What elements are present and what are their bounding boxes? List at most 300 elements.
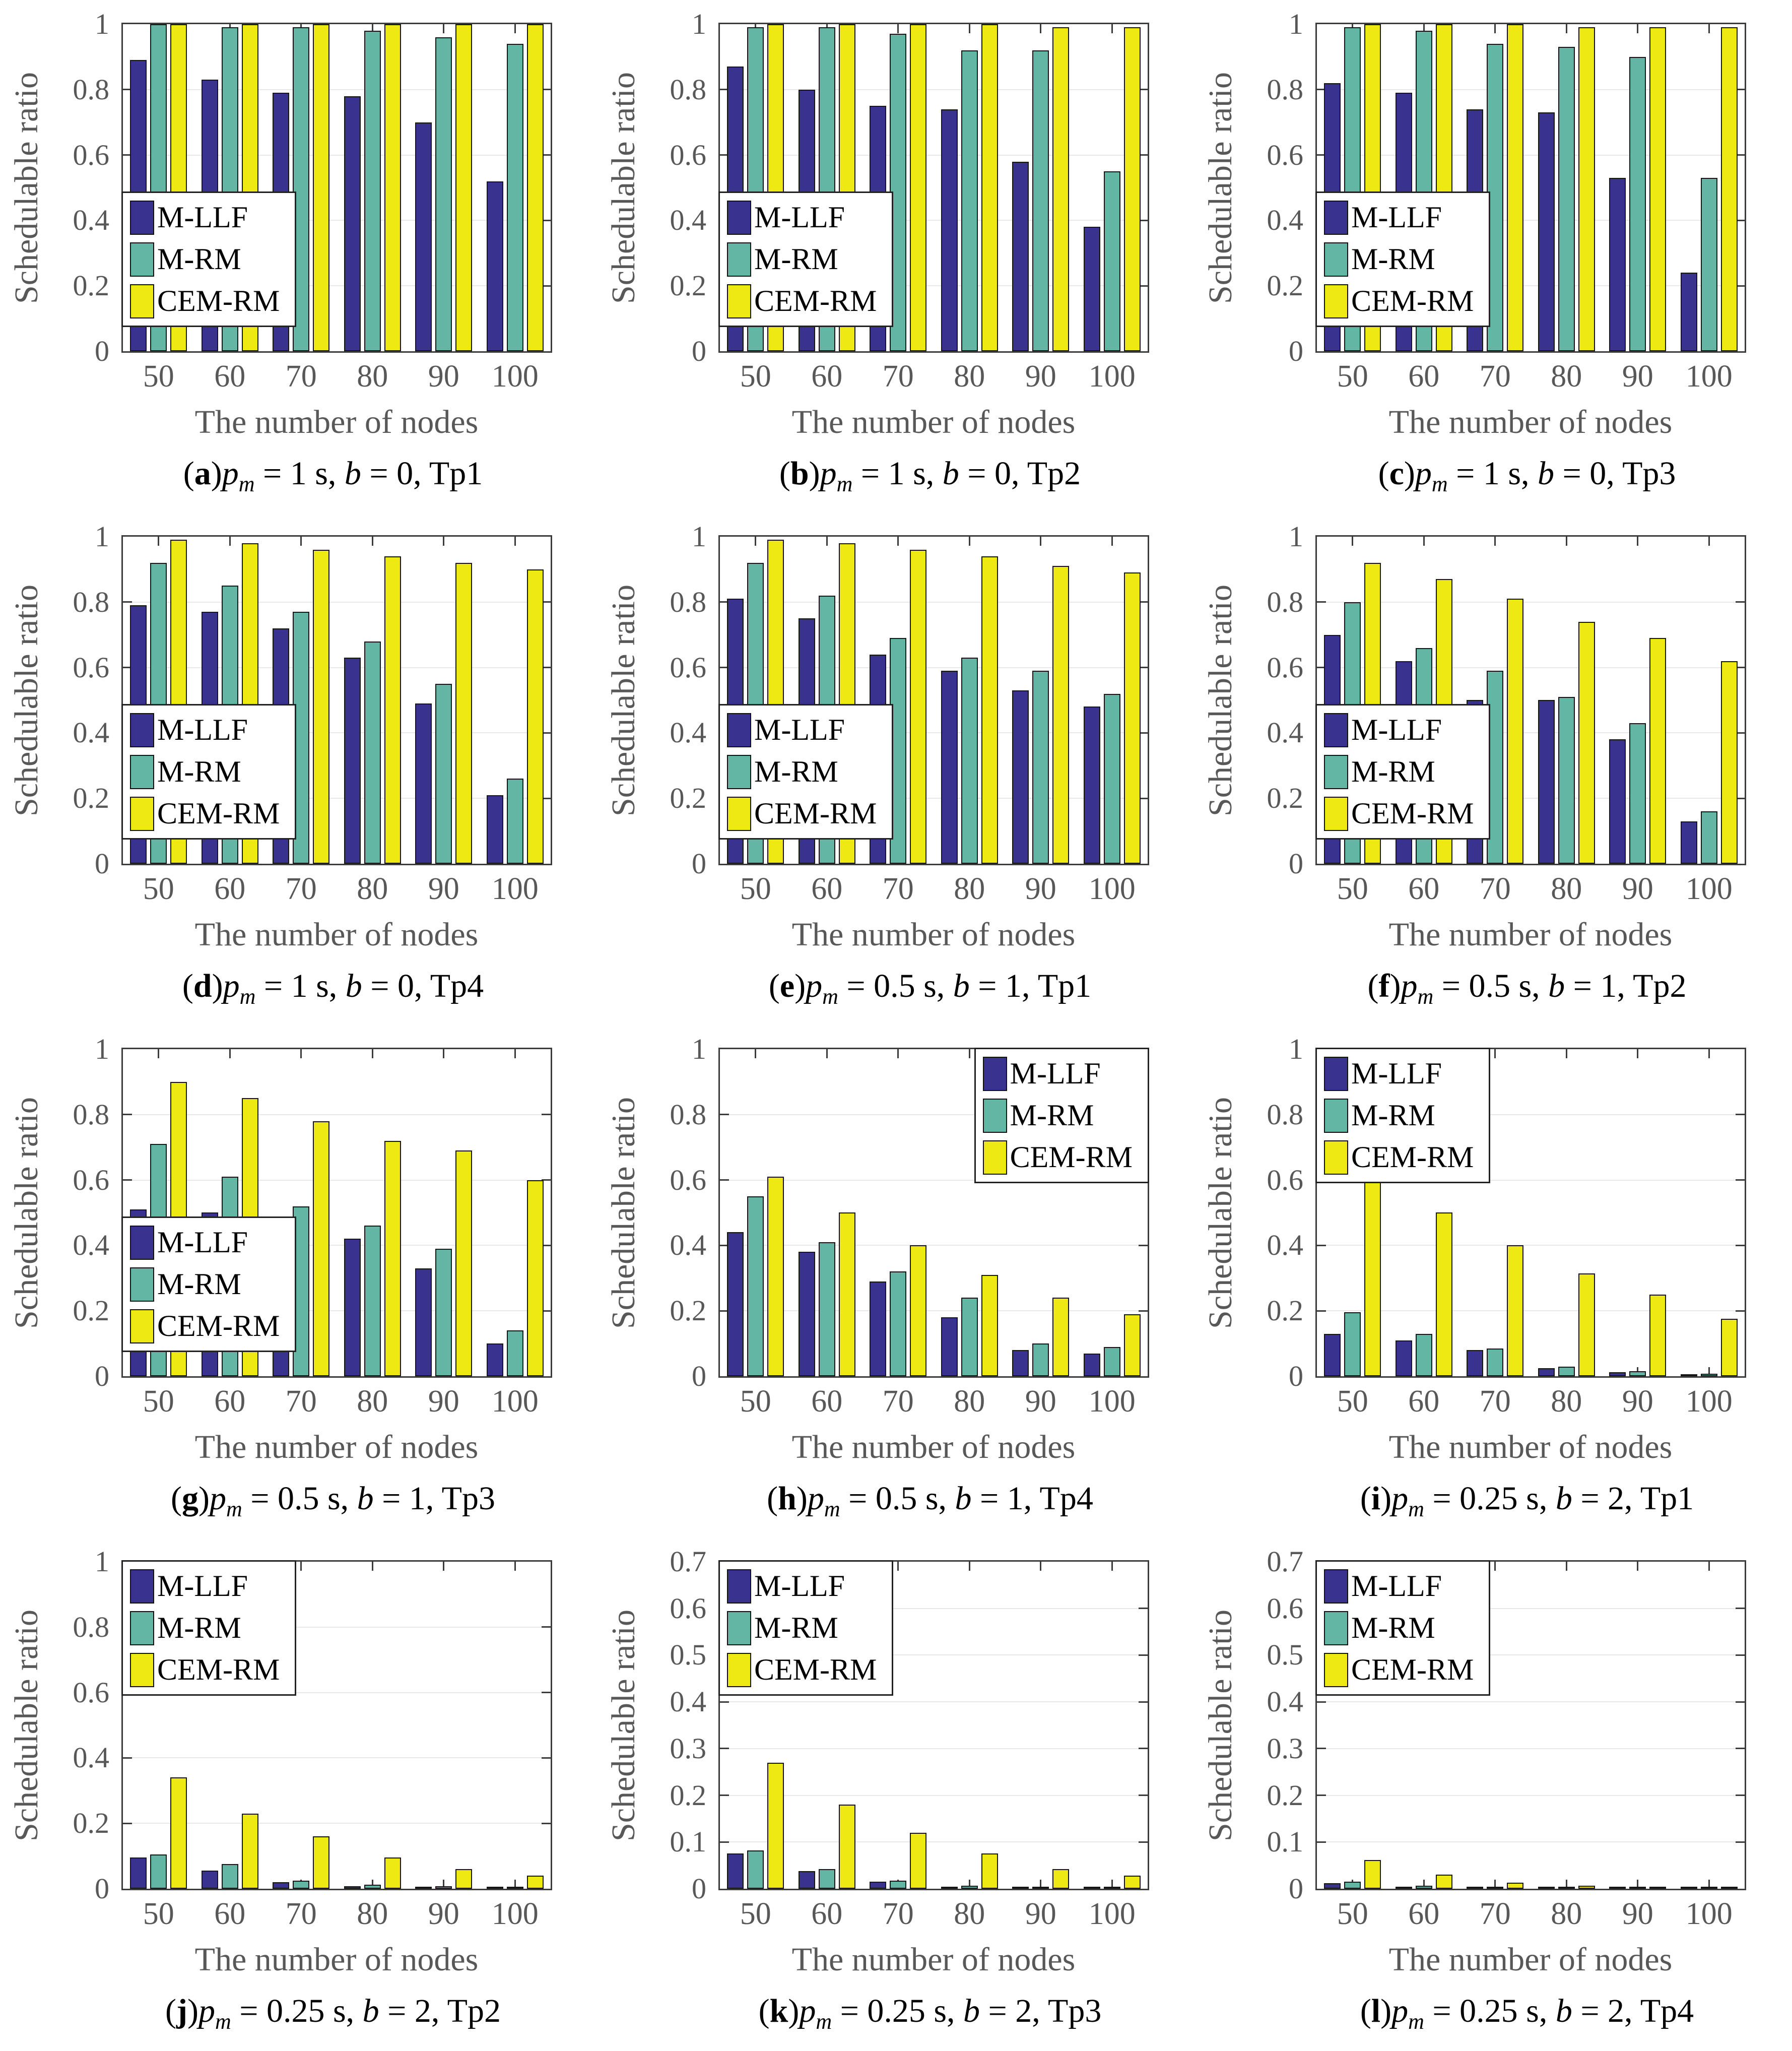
- bar-group-80: [934, 537, 1005, 864]
- caption-tp: Tp3: [1048, 1993, 1102, 2029]
- bar-cem-rm-80: [981, 556, 998, 864]
- legend-item-m-llf: [1324, 713, 1474, 747]
- caption-p-sub: m: [836, 472, 853, 497]
- legend-label: M-RM: [157, 755, 241, 788]
- bar-group-90: [1602, 1562, 1673, 1889]
- legend-item-cem-rm: [130, 284, 280, 318]
- y-axis-label: Schedulable ratio: [605, 1097, 642, 1329]
- legend-item-m-llf: [983, 1056, 1133, 1091]
- bar-cem-rm-80: [384, 24, 401, 351]
- y-tick-label: 0.1: [670, 1825, 706, 1858]
- caption-paren-open: (: [182, 968, 193, 1004]
- y-axis-label-wrap: [602, 1048, 646, 1378]
- y-tick-label: 0.6: [1267, 138, 1303, 171]
- legend: [1315, 1048, 1490, 1183]
- y-tick-label: 0: [1289, 1360, 1303, 1392]
- plot-area: [1315, 535, 1746, 865]
- bar-cem-rm-90: [455, 1150, 472, 1376]
- bar-cem-rm-100: [1721, 27, 1738, 351]
- legend-label: M-RM: [1351, 1611, 1435, 1644]
- x-tick-label: 100: [491, 1897, 539, 1931]
- bar-group-100: [480, 1049, 551, 1376]
- y-tick-label: 0.2: [670, 1294, 706, 1327]
- caption-paren-close: ): [198, 1480, 210, 1517]
- y-axis-label-wrap: [5, 23, 49, 353]
- caption-b-var: b: [1538, 455, 1555, 492]
- bar-m-llf-100: [1681, 273, 1697, 351]
- legend-swatch-m-llf: [727, 1569, 751, 1604]
- legend-item-m-llf: [1324, 1569, 1474, 1604]
- y-tick-label: 0.2: [670, 1778, 706, 1812]
- caption-tp: Tp4: [430, 968, 484, 1004]
- caption-pm-text: = 0.25 s,: [1424, 1993, 1556, 2029]
- x-tick-label: 70: [285, 1384, 317, 1419]
- bar-cem-rm-80: [1578, 622, 1595, 864]
- caption-b-var: b: [1555, 1993, 1572, 2029]
- y-tick-label: 0: [95, 1360, 109, 1392]
- bar-cem-rm-100: [1721, 1887, 1738, 1889]
- legend-item-m-rm: [1324, 754, 1474, 789]
- caption-b-var: b: [344, 455, 361, 492]
- legend: [121, 704, 296, 840]
- bar-m-rm-90: [1032, 671, 1049, 864]
- legend-label: M-RM: [157, 242, 241, 276]
- legend-swatch-m-llf: [130, 201, 154, 235]
- x-axis-label: The number of nodes: [194, 916, 479, 953]
- y-axis-label-wrap: [602, 23, 646, 353]
- x-tick-label: 90: [428, 359, 459, 394]
- bar-m-llf-100: [1084, 1887, 1100, 1889]
- bar-m-llf-50: [727, 1853, 744, 1889]
- bar-m-llf-90: [415, 1268, 432, 1376]
- x-tick-label: 60: [214, 872, 246, 906]
- bar-group-80: [1531, 1562, 1602, 1889]
- bar-m-rm-80: [1558, 1887, 1575, 1889]
- caption-p-sub: m: [816, 2009, 832, 2034]
- bar-group-90: [1005, 24, 1076, 351]
- bar-group-100: [1077, 1562, 1148, 1889]
- bar-m-rm-90: [1629, 57, 1646, 351]
- x-tick-label: 60: [811, 1897, 843, 1931]
- bar-group-100: [480, 537, 551, 864]
- caption-paren-close: ): [212, 968, 223, 1004]
- bar-m-rm-100: [507, 1330, 523, 1376]
- caption-paren-close: ): [809, 455, 820, 492]
- y-tick-label: 0.2: [73, 269, 109, 302]
- bar-m-llf-100: [1084, 1354, 1100, 1376]
- x-tick-label: 90: [1622, 359, 1653, 394]
- bar-group-80: [337, 24, 408, 351]
- caption-b-var: b: [942, 455, 959, 492]
- legend-label: M-RM: [1351, 242, 1435, 276]
- caption-paren-close: ): [187, 1993, 198, 2029]
- x-axis-label: The number of nodes: [791, 404, 1076, 440]
- legend-swatch-m-rm: [130, 1611, 154, 1645]
- x-tick-label: 100: [1088, 359, 1136, 394]
- legend-swatch-m-llf: [983, 1057, 1007, 1091]
- bar-m-llf-60: [1396, 1340, 1412, 1376]
- bar-m-rm-60: [819, 1869, 835, 1889]
- bar-cem-rm-50: [1364, 1174, 1381, 1376]
- bar-cem-rm-90: [1649, 27, 1666, 351]
- bar-cem-rm-60: [839, 1212, 855, 1376]
- caption-tp: Tp1: [1037, 968, 1092, 1004]
- caption-p-var: p: [223, 968, 240, 1004]
- x-tick-label: 60: [1408, 872, 1440, 906]
- bar-cem-rm-60: [1436, 1875, 1452, 1889]
- caption-b-text: = 0,: [959, 455, 1027, 492]
- y-tick-label: 0.5: [1267, 1638, 1303, 1672]
- bar-m-rm-70: [1487, 1887, 1503, 1889]
- legend-item-cem-rm: [1324, 1140, 1474, 1175]
- y-tick-label: 1: [692, 8, 706, 40]
- legend: [1315, 704, 1490, 840]
- y-tick-label: 0.8: [1267, 1098, 1303, 1131]
- bar-m-llf-90: [1609, 1372, 1626, 1376]
- bar-m-rm-90: [1032, 1343, 1049, 1376]
- caption-p-sub: m: [1431, 472, 1448, 497]
- x-tick-label: 60: [214, 359, 246, 394]
- bar-cem-rm-90: [455, 563, 472, 864]
- legend-label: CEM-RM: [754, 1653, 877, 1686]
- caption-b-text: = 2,: [980, 1993, 1048, 2029]
- legend-label: M-LLF: [157, 1226, 248, 1259]
- chart-k: [598, 1537, 1194, 2050]
- caption-p-var: p: [806, 968, 823, 1004]
- x-axis-label: The number of nodes: [791, 916, 1076, 953]
- y-tick-label: 0.2: [670, 269, 706, 302]
- bar-m-rm-80: [364, 31, 381, 351]
- bar-cem-rm-100: [527, 1876, 544, 1889]
- bar-cem-rm-90: [455, 24, 472, 351]
- x-tick-label: 70: [285, 359, 317, 394]
- caption-paren-open: (: [1360, 1993, 1371, 2029]
- caption-b-text: = 2,: [1572, 1993, 1640, 2029]
- legend-label: M-RM: [1010, 1099, 1094, 1132]
- bar-cem-rm-80: [1578, 1273, 1595, 1376]
- x-tick-label: 80: [954, 872, 985, 906]
- y-tick-label: 0.5: [670, 1638, 706, 1672]
- caption-b-text: = 0,: [361, 455, 429, 492]
- x-tick-label: 70: [1479, 872, 1511, 906]
- caption-letter: d: [193, 968, 212, 1004]
- y-tick-label: 0.8: [670, 73, 706, 106]
- bar-cem-rm-90: [1052, 27, 1069, 351]
- bar-m-llf-100: [1681, 821, 1697, 864]
- bar-cem-rm-60: [242, 1814, 258, 1889]
- bar-m-llf-80: [1538, 700, 1555, 864]
- caption: [1368, 967, 1687, 1009]
- bar-m-llf-60: [202, 1871, 218, 1889]
- x-tick-label: 50: [143, 872, 174, 906]
- caption-letter: c: [1389, 455, 1404, 492]
- caption-p-var: p: [799, 1993, 816, 2029]
- caption: [182, 967, 484, 1009]
- bar-cem-rm-50: [767, 1177, 784, 1376]
- caption-p-var: p: [1401, 968, 1418, 1004]
- y-tick-label: 0.6: [73, 1163, 109, 1196]
- bar-m-llf-100: [487, 1343, 503, 1376]
- caption: [183, 455, 483, 497]
- bar-group-80: [1531, 1049, 1602, 1376]
- bar-cem-rm-60: [1436, 1212, 1452, 1376]
- caption-paren-open: (: [165, 1993, 176, 2029]
- caption-p-sub: m: [226, 1497, 242, 1522]
- caption-tp: Tp4: [1039, 1480, 1093, 1517]
- y-axis-label: Schedulable ratio: [605, 1609, 642, 1841]
- legend-label: M-LLF: [157, 201, 248, 234]
- bar-cem-rm-90: [1052, 1298, 1069, 1376]
- caption-tp: Tp4: [1640, 1993, 1694, 2029]
- y-tick-label: 0.8: [670, 585, 706, 618]
- x-tick-label: 70: [882, 1897, 914, 1931]
- caption-p-sub: m: [1408, 2009, 1424, 2034]
- bar-group-50: [720, 1049, 791, 1376]
- legend-label: M-LLF: [1351, 713, 1442, 746]
- caption-p-sub: m: [1408, 1497, 1424, 1522]
- bar-group-100: [1077, 24, 1148, 351]
- caption-b-text: = 2,: [1572, 1480, 1640, 1517]
- legend-item-m-rm: [130, 1611, 280, 1645]
- x-tick-label: 80: [1551, 1897, 1582, 1931]
- bar-group-90: [408, 1562, 479, 1889]
- x-tick-label: 50: [143, 1897, 174, 1931]
- bar-m-rm-70: [1487, 1349, 1503, 1376]
- bar-m-llf-50: [130, 1857, 147, 1889]
- y-tick-label: 0.2: [1267, 1294, 1303, 1327]
- x-tick-label: 50: [1337, 872, 1368, 906]
- caption-b-var: b: [1555, 1480, 1572, 1517]
- caption: [1360, 1992, 1694, 2034]
- y-tick-label: 0.4: [1267, 1685, 1303, 1718]
- legend-label: M-RM: [157, 1267, 241, 1301]
- y-tick-label: 0.7: [670, 1545, 706, 1578]
- chart-d: [1, 512, 598, 1025]
- y-tick-label: 0.4: [1267, 716, 1303, 749]
- y-tick-label: 0.4: [73, 1229, 109, 1262]
- bar-m-llf-90: [415, 122, 432, 351]
- x-tick-label: 80: [1551, 872, 1582, 906]
- legend-item-m-llf: [130, 1225, 280, 1260]
- legend-item-m-rm: [983, 1098, 1133, 1133]
- caption-b-text: = 0,: [1554, 455, 1623, 492]
- legend-item-m-rm: [1324, 1098, 1474, 1133]
- legend-item-m-llf: [130, 200, 280, 235]
- bar-m-llf-100: [487, 795, 503, 864]
- caption-pm-text: = 1 s,: [255, 968, 346, 1004]
- legend-item-m-llf: [727, 713, 877, 747]
- bar-m-llf-70: [870, 1882, 886, 1889]
- x-tick-label: 100: [1088, 1897, 1136, 1931]
- legend-label: M-RM: [754, 755, 838, 788]
- caption-p-sub: m: [215, 2009, 231, 2034]
- bar-m-rm-90: [1032, 50, 1049, 351]
- y-tick-label: 0.6: [73, 138, 109, 171]
- y-tick-label: 0.6: [1267, 1591, 1303, 1625]
- y-tick-label: 0.6: [670, 651, 706, 684]
- caption-paren-open: (: [758, 1993, 770, 2029]
- y-axis-label: Schedulable ratio: [8, 1097, 45, 1329]
- x-tick-label: 50: [740, 1897, 771, 1931]
- y-tick-label: 1: [692, 520, 706, 553]
- legend-swatch-m-llf: [727, 201, 751, 235]
- x-tick-label: 50: [143, 359, 174, 394]
- bar-m-llf-90: [415, 1887, 432, 1889]
- legend-label: CEM-RM: [1351, 1653, 1474, 1686]
- y-tick-label: 0.4: [1267, 1229, 1303, 1262]
- y-tick-label: 0.4: [73, 716, 109, 749]
- bar-cem-rm-50: [1364, 1860, 1381, 1889]
- chart-a: [1, 0, 598, 512]
- caption-paren-open: (: [183, 455, 194, 492]
- legend: [1315, 191, 1490, 327]
- legend-swatch-m-rm: [1324, 755, 1348, 789]
- bar-m-rm-90: [435, 684, 452, 864]
- x-tick-label: 70: [1479, 1384, 1511, 1419]
- y-tick-label: 0.6: [670, 1163, 706, 1196]
- bar-m-llf-80: [344, 96, 361, 351]
- x-axis-label: The number of nodes: [194, 1941, 479, 1978]
- bar-m-llf-90: [1609, 1887, 1626, 1889]
- x-axis-label: The number of nodes: [1388, 404, 1673, 440]
- y-tick-label: 0.2: [1267, 269, 1303, 302]
- caption-paren-close: ): [1404, 455, 1415, 492]
- legend-swatch-cem-rm: [727, 284, 751, 318]
- bar-cem-rm-100: [527, 24, 544, 351]
- legend-label: CEM-RM: [1351, 797, 1474, 830]
- caption-p-var: p: [1415, 455, 1432, 492]
- bar-m-rm-80: [364, 642, 381, 864]
- bar-group-90: [1005, 1562, 1076, 1889]
- x-tick-label: 90: [1025, 1384, 1056, 1419]
- y-tick-label: 0.2: [1267, 782, 1303, 815]
- caption-tp: Tp1: [429, 455, 483, 492]
- caption-paren-open: (: [768, 968, 780, 1004]
- y-tick-label: 0.2: [73, 782, 109, 815]
- bar-group-100: [1674, 1562, 1745, 1889]
- caption-paren-close: ): [796, 1480, 808, 1517]
- bar-m-rm-70: [293, 1881, 309, 1889]
- bar-cem-rm-90: [1649, 638, 1666, 864]
- x-tick-label: 50: [740, 872, 771, 906]
- bar-group-100: [1674, 1049, 1745, 1376]
- x-axis-label: The number of nodes: [1388, 916, 1673, 953]
- bar-m-llf-90: [1012, 162, 1029, 351]
- bar-cem-rm-70: [313, 24, 329, 351]
- legend-swatch-m-llf: [130, 1569, 154, 1604]
- caption-p-var: p: [807, 1480, 824, 1517]
- x-tick-label: 50: [1337, 359, 1368, 394]
- bar-cem-rm-90: [1649, 1887, 1666, 1889]
- bar-m-llf-90: [1609, 739, 1626, 864]
- legend-swatch-m-rm: [130, 242, 154, 277]
- legend-item-cem-rm: [130, 796, 280, 831]
- caption-paren-close: ): [1380, 1993, 1392, 2029]
- bar-group-80: [1531, 24, 1602, 351]
- legend-item-m-llf: [130, 1569, 280, 1604]
- y-axis-label: Schedulable ratio: [1202, 72, 1239, 304]
- legend-label: CEM-RM: [1351, 284, 1474, 317]
- legend-label: CEM-RM: [1010, 1140, 1133, 1174]
- caption-paren-open: (: [779, 455, 790, 492]
- legend-swatch-cem-rm: [983, 1140, 1007, 1175]
- y-tick-label: 0.8: [73, 585, 109, 618]
- y-tick-label: 0.6: [670, 138, 706, 171]
- x-tick-label: 100: [1685, 359, 1733, 394]
- y-tick-label: 0.6: [73, 1676, 109, 1709]
- legend: [121, 1560, 296, 1696]
- x-tick-label: 50: [740, 359, 771, 394]
- y-tick-label: 0.8: [1267, 73, 1303, 106]
- bar-cem-rm-70: [313, 1121, 329, 1376]
- caption-b-text: = 1,: [373, 1480, 442, 1517]
- plot-area: [1315, 1560, 1746, 1890]
- bar-m-rm-100: [507, 1887, 523, 1889]
- x-tick-label: 60: [1408, 1384, 1440, 1419]
- y-axis-label-wrap: [602, 535, 646, 865]
- y-axis-label-wrap: [1199, 535, 1243, 865]
- legend: [718, 704, 893, 840]
- bar-m-llf-100: [1084, 227, 1100, 351]
- bar-cem-rm-80: [384, 1857, 401, 1889]
- bar-group-90: [408, 1049, 479, 1376]
- x-tick-label: 90: [1025, 359, 1056, 394]
- y-tick-label: 0.2: [73, 1294, 109, 1327]
- legend-swatch-m-rm: [130, 1267, 154, 1302]
- y-tick-label: 0.8: [73, 1610, 109, 1643]
- bar-m-llf-70: [870, 1281, 886, 1376]
- caption-pm-text: = 1 s,: [852, 455, 943, 492]
- legend-label: M-LLF: [754, 1569, 845, 1603]
- legend-swatch-m-rm: [1324, 242, 1348, 277]
- legend: [718, 191, 893, 327]
- plot-area: [1315, 23, 1746, 353]
- x-tick-label: 70: [882, 872, 914, 906]
- bar-group-90: [1602, 537, 1673, 864]
- caption-paren-open: (: [1378, 455, 1389, 492]
- legend-swatch-m-rm: [983, 1099, 1007, 1133]
- x-axis-label: The number of nodes: [1388, 1941, 1673, 1978]
- x-axis-label: The number of nodes: [194, 404, 479, 440]
- bar-cem-rm-80: [981, 24, 998, 351]
- bar-m-rm-100: [1701, 178, 1717, 351]
- legend-item-cem-rm: [983, 1140, 1133, 1175]
- bar-m-llf-80: [344, 658, 361, 864]
- caption-b-var: b: [1548, 968, 1565, 1004]
- y-tick-label: 0: [1289, 335, 1303, 367]
- chart-j: [1, 1537, 598, 2050]
- plot-area: [718, 1560, 1149, 1890]
- bar-m-rm-60: [819, 1242, 835, 1376]
- legend-item-m-rm: [1324, 242, 1474, 277]
- y-axis-label: Schedulable ratio: [605, 72, 642, 304]
- x-tick-label: 100: [1685, 1897, 1733, 1931]
- y-tick-label: 0: [95, 335, 109, 367]
- x-tick-label: 90: [428, 1384, 459, 1419]
- x-axis-label: The number of nodes: [791, 1941, 1076, 1978]
- caption-letter: k: [769, 1993, 788, 2029]
- bar-m-rm-90: [1032, 1887, 1049, 1889]
- caption-paren-open: (: [1360, 1480, 1371, 1517]
- caption-paren-open: (: [767, 1480, 778, 1517]
- bar-cem-rm-70: [910, 1833, 926, 1889]
- caption-tp: Tp2: [447, 1993, 501, 2029]
- x-tick-label: 80: [1551, 1384, 1582, 1419]
- caption-letter: b: [790, 455, 809, 492]
- caption-p-var: p: [222, 455, 239, 492]
- bar-m-rm-50: [747, 1196, 764, 1376]
- x-tick-label: 60: [811, 359, 843, 394]
